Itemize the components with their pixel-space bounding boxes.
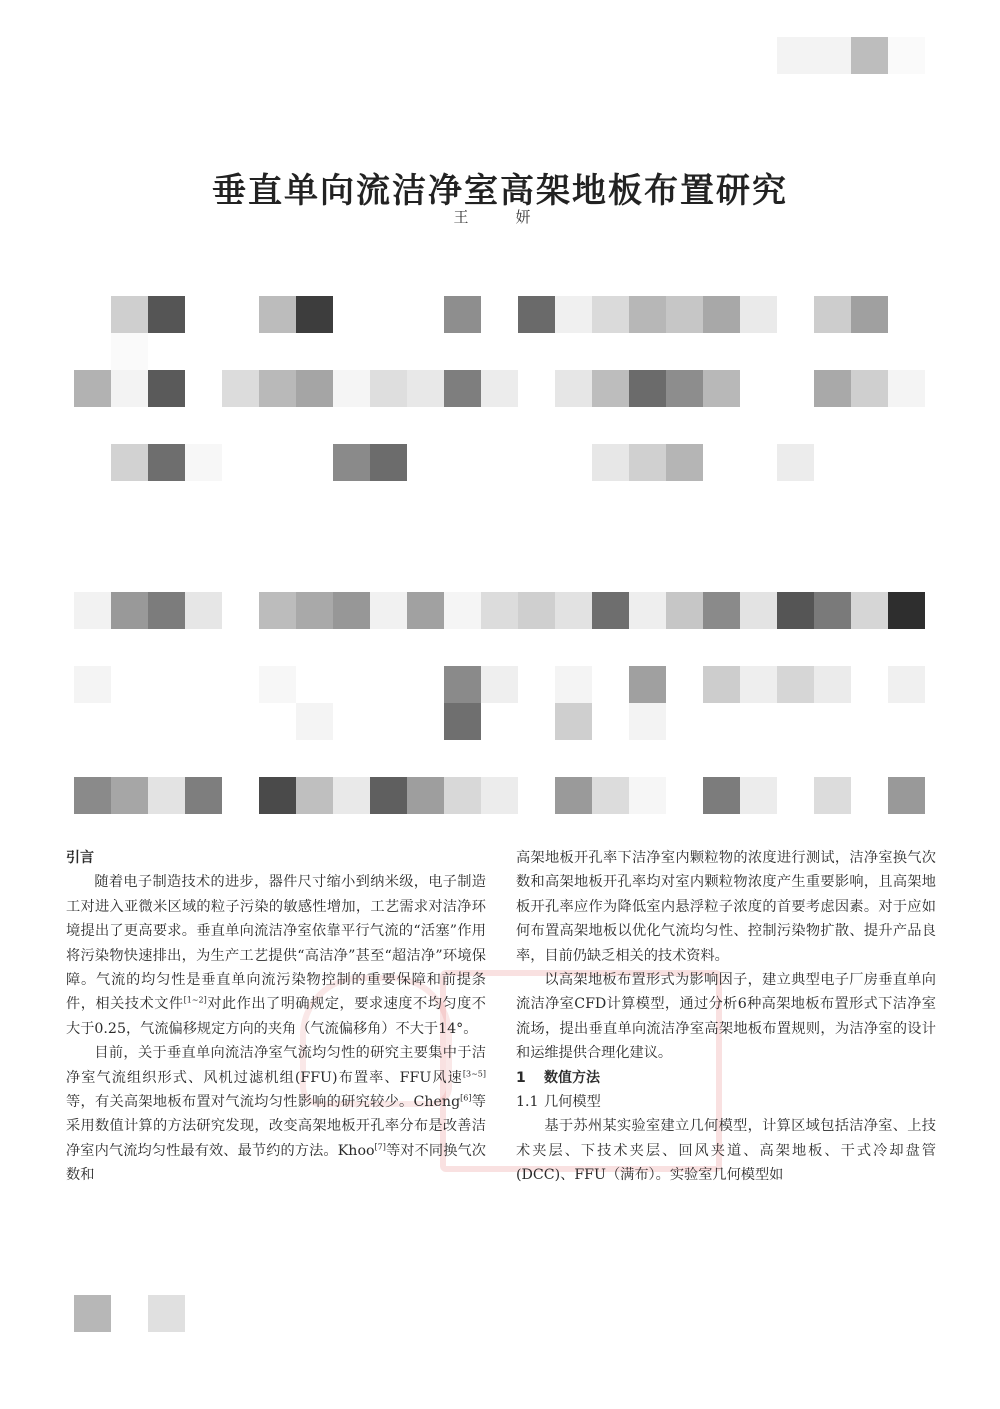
intro-paragraph-1: 随着电子制造技术的进步，器件尺寸缩小到纳米级，电子制造工对进入亚微米区域的粒子污染的敏感性增加，工艺需求对洁净环境提出了更高要求。垂直单向流洁净室依靠平行气流的“活塞”作用将污染物快速排出，为生产工艺提供“高洁净”甚至“超洁净”环境保障。气流的均匀性是垂直单向流污染物控制的重要保障和前提条件，相关技术文件[1~2]对此作出了明确规定，要求速度不均匀度不大于0.25，气流偏移规定方向的夹角（气流偏移角）不大于14°。 bbox=[66, 874, 486, 1037]
article-title: 垂直单向流洁净室高架地板布置研究 bbox=[212, 170, 788, 211]
citation-ref: [1~2] bbox=[183, 995, 207, 1005]
citation-ref: [7] bbox=[374, 1142, 386, 1152]
body-column-right bbox=[516, 846, 936, 1188]
body-column-left bbox=[66, 846, 486, 1188]
article-author: 王 妍 bbox=[453, 208, 547, 226]
intro-paragraph-3: 以高架地板布置形式为影响因子，建立典型电子厂房垂直单向流洁净室CFD计算模型，通过分析6种高架地板布置形式下洁净室流场，提出垂直单向流洁净室高架地板布置规则，为洁净室的设计和运维提供合理化建议。 bbox=[516, 972, 936, 1062]
section-heading-1: 1 数值方法 bbox=[516, 1069, 600, 1086]
section1-paragraph-1: 基于苏州某实验室建立几何模型，计算区域包括洁净室、上技术夹层、下技术夹层、回风夹道、高架地板、干式冷却盘管(DCC)、FFU（满布）。实验室几何模型如 bbox=[516, 1118, 936, 1184]
intro-paragraph-2: 目前，关于垂直单向流洁净室气流均匀性的研究主要集中于洁净室气流组织形式、风机过滤机组(FFU)布置率、FFU风速[3~5]等，有关高架地板布置对气流均匀性影响的研究较少。Cheng[6]等采用数值计算的方法研究发现，改变高架地板开孔率分布是改善洁净室内气流均匀性最有效、最节约的方法。Khoo[7]等对不同换气次数和 bbox=[66, 1045, 486, 1184]
subsection-heading-1-1: 1.1 几何模型 bbox=[516, 1094, 601, 1111]
citation-ref: [6] bbox=[460, 1093, 472, 1103]
intro-paragraph-2-cont: 高架地板开孔率下洁净室内颗粒物的浓度进行测试，洁净室换气次数和高架地板开孔率均对室内颗粒物浓度产生重要影响，且高架地板开孔率应作为降低室内悬浮粒子浓度的首要考虑因素。对于应如何布置高架地板以优化气流均匀性、控制污染物扩散、提升产品良率，目前仍缺乏相关的技术资料。 bbox=[516, 850, 936, 964]
section-heading-intro: 引言 bbox=[66, 850, 94, 866]
citation-ref: [3~5] bbox=[462, 1068, 486, 1078]
